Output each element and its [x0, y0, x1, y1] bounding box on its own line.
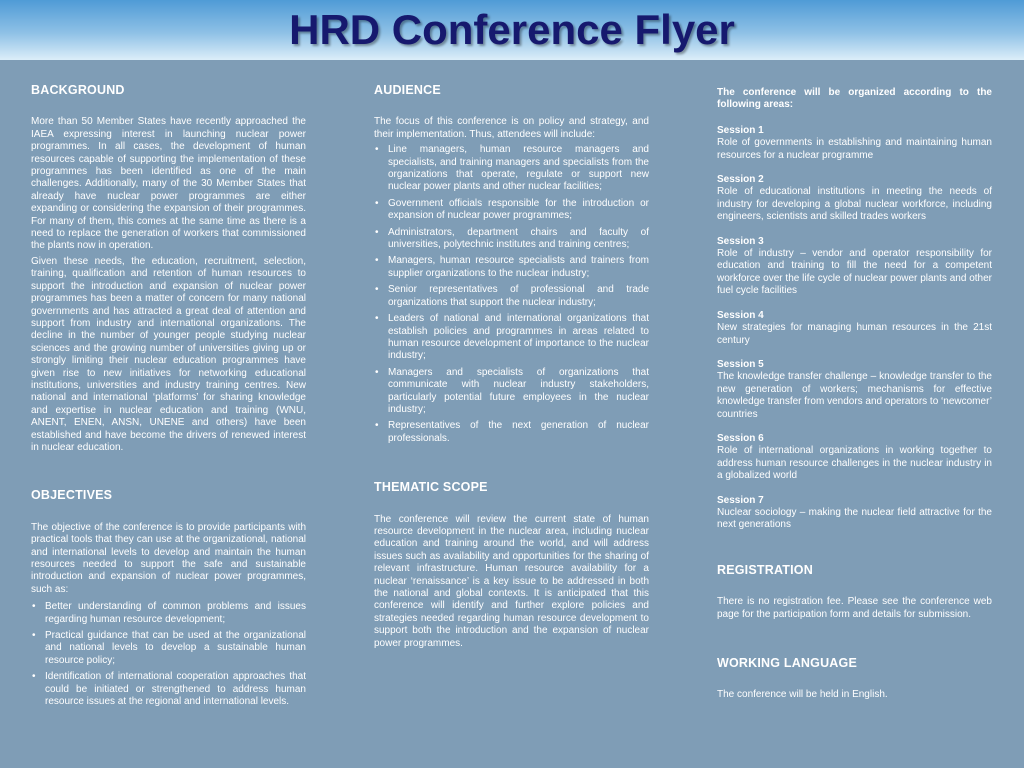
- registration-heading: REGISTRATION: [717, 562, 813, 577]
- session-4: [717, 310, 992, 347]
- working-language-heading: WORKING LANGUAGE: [717, 656, 857, 670]
- column-right: [717, 87, 992, 702]
- session-1: [717, 125, 992, 162]
- session-2: [717, 174, 992, 224]
- session-text: The knowledge transfer challenge – knowledge transfer to the new generation of workers; mechanisms for effective knowledge transfer from vendors and operators to ‘newcomer’ countries: [717, 371, 992, 420]
- list-item: • Representatives of the next generation of nuclear professionals.: [374, 420, 649, 445]
- session-title: Session 7: [717, 494, 764, 506]
- list-item: • Administrators, department chairs and faculty of universities, polytechnic institutes and training centres;: [374, 227, 649, 252]
- page-title: HRD Conference Flyer: [289, 6, 735, 53]
- audience-intro: The focus of this conference is on policy and strategy, and their implementation. Thus, attendees will include:: [374, 116, 649, 140]
- background-heading: BACKGROUND: [31, 83, 125, 97]
- working-language-text: The conference will be held in English.: [717, 689, 888, 701]
- session-3: [717, 236, 992, 298]
- list-item: • Managers, human resource specialists and trainers from supplier organizations to the nuclear industry;: [374, 255, 649, 280]
- background-paragraph-1: More than 50 Member States have recently approached the IAEA expressing interest in launching nuclear power programmes. In all cases, the development of human resources capable of supporting the implementation of these programmes has been identified as one of the main challenges. Additionally, many of the 30 Member States that already have nuclear power programmes are either expanding or considering the expansion of their programmes. For many of them, this comes at the same time as there is a need to replace the generation of workers that commissioned the plants now in operation.: [31, 116, 306, 252]
- list-item: • Leaders of national and international organizations that establish policies and programmes in areas related to human resource development of importance to the nuclear industry;: [374, 313, 649, 363]
- list-item: • Government officials responsible for the introduction or expansion of nuclear power programmes;: [374, 198, 649, 223]
- list-item: • Senior representatives of professional and trade organizations that support the nuclear industry;: [374, 284, 649, 309]
- session-title: Session 1: [717, 124, 764, 136]
- session-title: Session 3: [717, 235, 764, 247]
- column-left: [31, 84, 306, 712]
- sessions-intro: The conference will be organized according to the following areas:: [717, 87, 992, 111]
- session-text: Role of educational institutions in meeting the needs of industry for developing a global nuclear workforce, including engineers, scientists and skilled trades workers: [717, 186, 992, 223]
- list-item: • Managers and specialists of organizations that communicate with nuclear industry stakeholders, particularly potential future employees in the nuclear industry;: [374, 367, 649, 417]
- session-title: Session 6: [717, 432, 764, 444]
- list-item: • Identification of international cooperation approaches that could be initiated or strengthened to address human resource issues at the regional and international levels.: [31, 671, 306, 708]
- objectives-heading: OBJECTIVES: [31, 488, 113, 503]
- audience-list: [374, 144, 649, 445]
- session-7: [717, 495, 992, 532]
- session-5: [717, 359, 992, 421]
- registration-text: There is no registration fee. Please see the conference web page for the participation form and details for submission.: [717, 596, 992, 620]
- thematic-scope-text: The conference will review the current state of human resource development in the nuclear area, including nuclear education and training around the world, and will address issues such as availability and opportunities for the sharing of relevant infrastructure. Human resource availability for a nuclear ‘renaissance’ is a key issue to be addressed in both the national and global contexts. It is anticipated that this conference will identify and further explore policies and strategies needed regarding human resource development to support both the introduction and the expansion of nuclear power programmes.: [374, 513, 649, 649]
- session-6: [717, 433, 992, 483]
- thematic-scope-heading: THEMATIC SCOPE: [374, 480, 488, 495]
- session-title: Session 5: [717, 358, 764, 370]
- list-item: • Practical guidance that can be used at the organizational and national levels to develop a sustainable human resource policy;: [31, 630, 306, 667]
- session-text: Role of industry – vendor and operator responsibility for education and training to fill the need for a competent workforce over the life cycle of nuclear power plants and other fuel cycle facilities: [717, 248, 992, 297]
- list-item: • Better understanding of common problems and issues regarding human resource development;: [31, 601, 306, 626]
- list-item: • Line managers, human resource managers and specialists, and training managers and specialists from the organizations that operate, regulate or support new nuclear power plants and other nuclear facilities;: [374, 144, 649, 194]
- session-title: Session 4: [717, 309, 764, 321]
- session-text: Role of governments in establishing and maintaining human resources for a nuclear programme: [717, 137, 992, 161]
- objectives-intro: The objective of the conference is to provide participants with practical tools that they can use at the organizational, national and international levels to develop and maintain the human resources needed to support the safe and sustainable introduction and expansion of nuclear power programmes, such as:: [31, 521, 306, 595]
- audience-heading: AUDIENCE: [374, 83, 441, 97]
- objectives-list: [31, 601, 306, 708]
- session-title: Session 2: [717, 174, 764, 186]
- session-text: Nuclear sociology – making the nuclear field attractive for the next generations: [717, 506, 992, 531]
- session-text: New strategies for managing human resources in the 21st century: [717, 322, 992, 346]
- background-paragraph-2: Given these needs, the education, recruitment, selection, training, qualification and retention of human resources to support the introduction and expansion of nuclear power programmes has been a matter of concern for many national governments and has attracted a great deal of attention and support from industry and international organizations. The decline in the number of younger people studying nuclear sciences and the growing number of universities giving up or strongly limiting their nuclear education programmes have given rise to new initiatives for networking educational institutions, universities and industry training centres. New national and international ‘platforms’ for sharing knowledge and expertise in nuclear education and training (WNU, ANENT, ENEN, ANSN, UNENE and others) have been established and have become the drivers of renewed interest in nuclear education.: [31, 255, 306, 453]
- session-text: Role of international organizations in working together to address human resource challenges in the nuclear industry in a globalized world: [717, 445, 992, 482]
- column-middle: [374, 84, 649, 650]
